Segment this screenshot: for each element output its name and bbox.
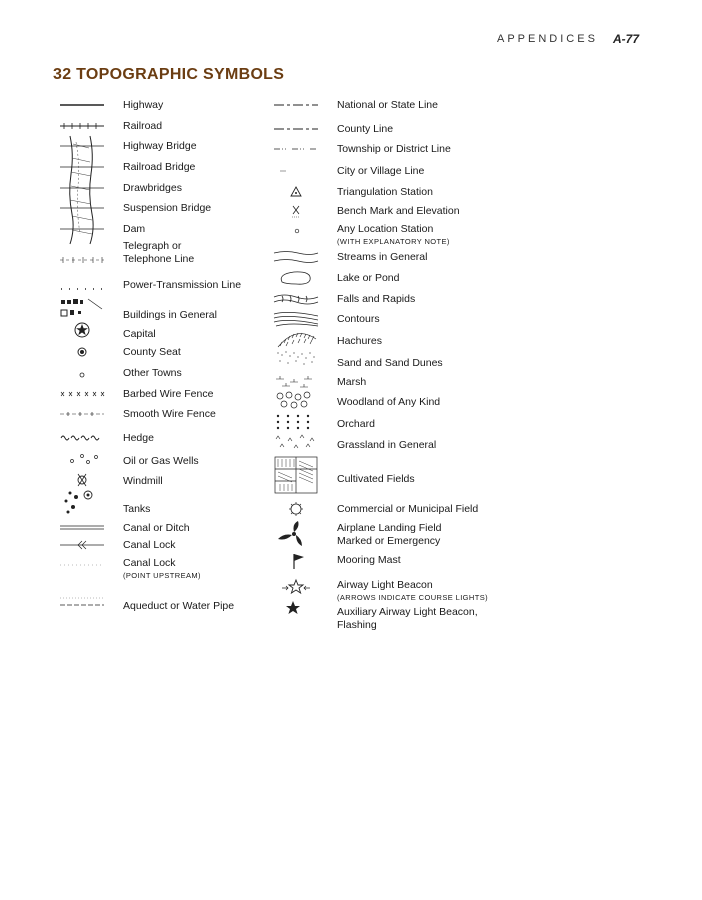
dam-icon: [58, 221, 106, 237]
legend-label: Hedge: [123, 432, 154, 444]
legend-label: Barbed Wire Fence: [123, 388, 214, 400]
commercial-field-icon: [272, 501, 320, 517]
legend-label: Woodland of Any Kind: [337, 396, 441, 408]
legend-label: Orchard: [337, 418, 375, 430]
legend-label: County Seat: [123, 346, 181, 358]
legend-label: Lake or Pond: [337, 272, 400, 284]
telegraph-line-icon: [58, 252, 106, 268]
legend-label: Triangulation Station: [337, 186, 433, 198]
triangulation-station-icon: [272, 184, 320, 200]
legend-label: Canal or Ditch: [123, 522, 190, 534]
oil-gas-wells-icon: [58, 451, 106, 467]
legend-label: Aqueduct or Water Pipe: [123, 600, 235, 612]
legend-label: Streams in General: [337, 251, 428, 263]
canal-ditch-icon: [58, 520, 106, 536]
city-line-icon: [272, 163, 320, 179]
hachures-icon: [272, 329, 320, 349]
canal-lock-icon: [58, 537, 106, 553]
legend-label: Railroad Bridge: [123, 161, 196, 173]
legend-label: Highway: [123, 99, 164, 111]
legend-label: Highway Bridge: [123, 140, 197, 152]
legend-label: Oil or Gas Wells: [123, 455, 199, 467]
landing-field-icon: [272, 520, 320, 548]
national-line-icon: [272, 97, 320, 113]
legend-label: Mooring Mast: [337, 554, 401, 566]
legend-label: Canal Lock (POINT UPSTREAM): [123, 557, 201, 580]
grassland-icon: [272, 433, 320, 453]
airway-beacon-icon: [272, 579, 320, 595]
legend-label: Telegraph or Telephone Line: [123, 240, 195, 265]
legend-label: Other Towns: [123, 367, 182, 379]
legend-label: Dam: [123, 223, 146, 235]
tanks-icon: [58, 489, 106, 515]
legend-label: Sand and Sand Dunes: [337, 357, 443, 369]
legend-label: Auxiliary Airway Light Beacon, Flashing: [337, 606, 478, 631]
legend-label: Windmill: [123, 475, 163, 487]
highway-icon: [58, 97, 106, 113]
legend-label: Marsh: [337, 376, 367, 388]
legend-label: Suspension Bridge: [123, 202, 212, 214]
legend-label: Power-Transmission Line: [123, 279, 242, 291]
legend-label: Airplane Landing Field Marked or Emergency: [337, 522, 442, 547]
county-seat-icon: [58, 344, 106, 360]
legend-label: National or State Line: [337, 99, 438, 111]
highway-bridge-icon: [58, 138, 106, 154]
legend-label: Railroad: [123, 120, 163, 132]
bench-mark-icon: [272, 203, 320, 219]
cultivated-fields-icon: [272, 455, 320, 495]
legend-label: Tanks: [123, 503, 151, 515]
page-title: 32 TOPOGRAPHIC SYMBOLS: [53, 66, 285, 83]
legend-label: Canal Lock: [123, 539, 176, 551]
legend-label: Airway Light Beacon (ARROWS INDICATE COURSE LIGHTS): [337, 579, 489, 602]
smooth-wire-fence-icon: [58, 406, 106, 422]
legend-label: Smooth Wire Fence: [123, 408, 216, 420]
drawbridge-icon: [58, 180, 106, 196]
location-station-icon: [272, 221, 320, 237]
legend-label: Contours: [337, 313, 380, 325]
buildings-icon: [58, 297, 106, 319]
suspension-bridge-icon: [58, 200, 106, 216]
legend-label: Township or District Line: [337, 143, 451, 155]
legend-label: Bench Mark and Elevation: [337, 205, 460, 217]
legend-label: Hachures: [337, 335, 382, 347]
township-line-icon: [272, 141, 320, 157]
legend-label: County Line: [337, 123, 394, 135]
legend-label: Commercial or Municipal Field: [337, 503, 479, 515]
sand-dunes-icon: [272, 349, 320, 369]
marsh-icon: [272, 374, 320, 390]
running-head: APPENDICES: [497, 33, 598, 45]
legend-label: Capital: [123, 328, 156, 340]
mooring-mast-icon: [272, 552, 320, 570]
canal-lock-upstream-icon: [58, 555, 106, 571]
auxiliary-beacon-icon: [272, 600, 320, 616]
windmill-icon: [58, 471, 106, 487]
legend-label: Cultivated Fields: [337, 473, 415, 485]
legend-label: Falls and Rapids: [337, 293, 416, 305]
streams-icon: [272, 249, 320, 265]
lake-icon: [272, 270, 320, 286]
hedge-icon: [58, 430, 106, 446]
orchard-icon: [272, 412, 320, 432]
railroad-bridge-icon: [58, 159, 106, 175]
power-line-icon: [58, 279, 106, 295]
legend-label: Drawbridges: [123, 182, 182, 194]
legend-label: Any Location Station (WITH EXPLANATORY NOTE): [337, 223, 450, 246]
woodland-icon: [272, 390, 320, 410]
capital-icon: [58, 322, 106, 338]
falls-rapids-icon: [272, 291, 320, 307]
barbed-wire-fence-icon: [58, 386, 106, 402]
aqueduct-icon: [58, 594, 106, 610]
page-number: A-77: [613, 32, 640, 46]
county-line-icon: [272, 121, 320, 137]
legend-label: City or Village Line: [337, 165, 425, 177]
other-towns-icon: [58, 367, 106, 383]
contours-icon: [272, 311, 320, 327]
legend-label: Grassland in General: [337, 439, 437, 451]
railroad-icon: [58, 118, 106, 134]
legend-label: Buildings in General: [123, 309, 217, 321]
